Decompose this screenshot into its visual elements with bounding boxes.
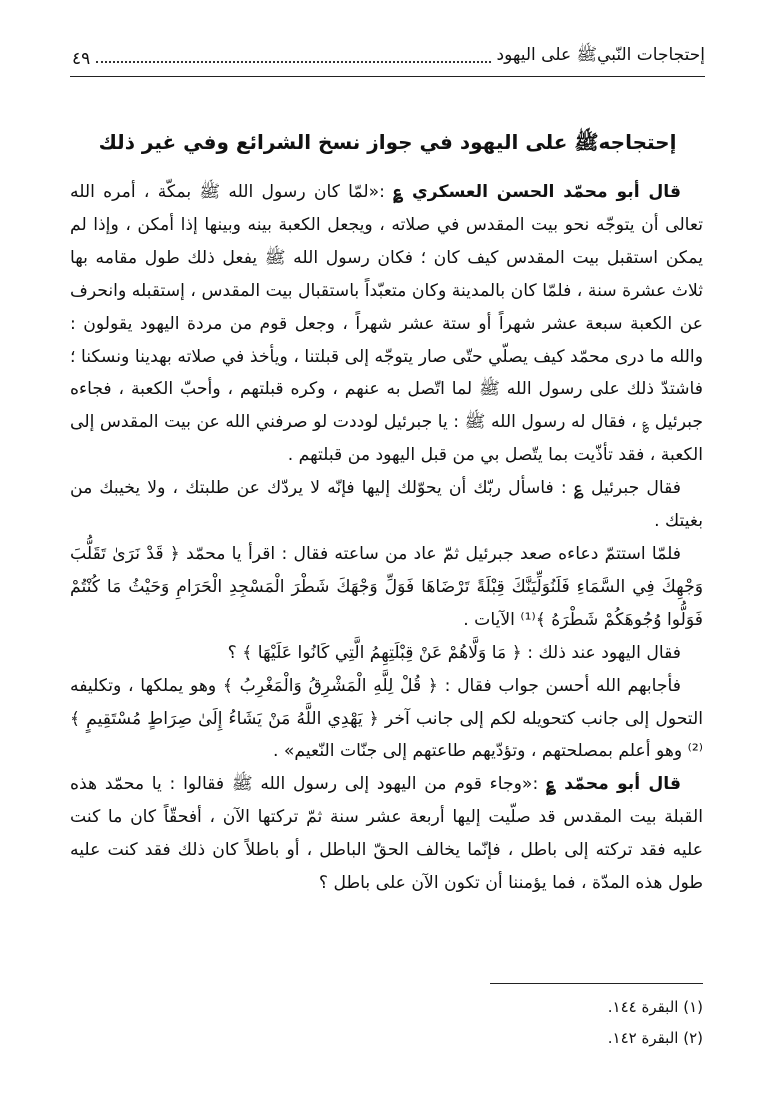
section-title: إحتجاجهﷺ على اليهود في جواز نسخ الشرائع وفي غير ذلك [98,130,677,154]
main-text [70,176,703,900]
paragraph-text: فقال اليهود عند ذلك : ﴿ مَا وَلَّاهُمْ عَنْ قِبْلَتِهِمُ الَّتِي كَانُوا عَلَيْهَا ﴾ ؟ [227,642,681,663]
footnote-rule [490,983,703,984]
footnote: (١) البقرة ١٤٤. [607,998,703,1016]
paragraph [70,538,703,637]
paragraph-text: فلمّا استتمّ دعاءه صعد جبرئيل ثمّ عاد من ساعته فقال : اقرأ يا محمّد ﴿ قَدْ نَرَىٰ تَقَلُّبَ وَجْهِكَ فِي السَّمَاءِ فَلَنُوَلِّيَنَّكَ قِبْلَةً تَرْضَاهَا فَوَلِّ وَجْهَكَ شَطْرَ الْمَسْجِدِ الْحَرَامِ وَحَيْثُ مَا كُنْتُمْ فَوَلُّوا وُجُوهَكُمْ شَطْرَهُ ﴾⁽¹⁾ الآيات . [70,543,703,630]
paragraph [70,637,703,670]
paragraph-lead: قال أبو محمّد الحسن العسكري ؏ [393,182,681,202]
paragraph-text: فأجابهم الله أحسن جواب فقال : ﴿ قُلْ لِلَّهِ الْمَشْرِقُ وَالْمَغْرِبُ ﴾ وهو يملكها ، وتكليفه التحول إلى جانب كتحويله لكم إلى جانب آخر ﴿ يَهْدِي اللَّهُ مَنْ يَشَاءُ إِلَىٰ صِرَاطٍ مُسْتَقِيمٍ ﴾⁽²⁾ وهو أعلم بمصلحتهم ، وتؤدّيهم طاعتهم إلى جنّات النّعيم» . [70,675,703,762]
header-title: إحتجاجات النّبيﷺ على اليهود [496,45,705,65]
header-leader-dots [96,61,490,63]
paragraph-text: فقال جبرئيل ؏ : فاسأل ربّك أن يحوّلك إليها فإنّه لا يردّك عن طلبتك ، ولا يخيبك من بغيتك . [70,478,703,532]
paragraph-text: :«وجاء قوم من اليهود إلى رسول الله ﷺ فقالوا : يا محمّد هذه القبلة بيت المقدس قد صلّيت إليها أربعة عشر سنة ثمّ تركتها الآن ، أفحقّاً كان ما كنت عليه فقد تركته إلى باطل ، فإنّما يخالف الحقّ الباطل ، أو باطلاً كان ذلك فقد كنت عليه طول هذه المدّة ، فما يؤمننا أن تكون الآن على باطل ؟ [70,774,703,894]
page-number: ٤٩ [72,49,91,69]
paragraph [70,670,703,769]
paragraph [70,768,703,900]
footnote: (٢) البقرة ١٤٢. [607,1029,703,1047]
running-header [72,44,705,69]
paragraph [70,472,703,538]
paragraph [70,176,703,472]
header-rule [70,76,705,77]
paragraph-text: :«لمّا كان رسول الله ﷺ بمكّة ، أمره الله تعالى أن يتوجّه نحو بيت المقدس في صلاته ، ويجعل الكعبة بينه وبينها إذا أمكن ، وإذا لم يمكن استقبل بيت المقدس كيف كان ؛ فكان رسول الله ﷺ يفعل ذلك طول مقامه بها ثلاث عشرة سنة ، فلمّا كان بالمدينة وكان متعبّداً باستقبال بيت المقدس ، إستقبله وانحرف عن الكعبة سبعة عشر شهراً أو ستة عشر شهراً ، وجعل قوم من مردة اليهود يقولون : والله ما درى محمّد كيف يصلّي حتّى صار يتوجّه إلى قبلتنا ، ويأخذ في صلاته بهدينا ونسكنا ؛ فاشتدّ ذلك على رسول الله ﷺ لما اتّصل به عنهم ، وكره قبلتهم ، وأحبّ الكعبة ، فجاءه جبرئيل ؏ ، فقال له رسول الله ﷺ : يا جبرئيل لوددت لو صرفني الله عن بيت المقدس إلى الكعبة ، فقد تأذّيت بما يتّصل بي من قبل اليهود من قبلتهم . [70,182,703,466]
paragraph-lead: قال أبو محمّد ؏ [545,774,682,795]
footnotes [608,992,703,1054]
